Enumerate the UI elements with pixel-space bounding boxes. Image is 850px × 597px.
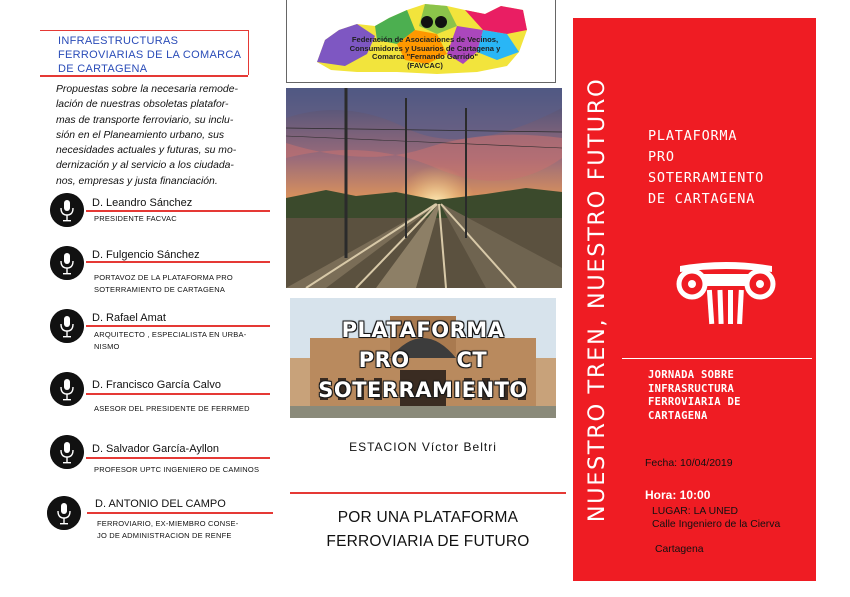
- speaker-divider: [86, 210, 270, 212]
- speaker-name: D. Fulgencio Sánchez: [92, 249, 200, 261]
- station-caption: ESTACION Víctor Beltri: [349, 440, 497, 454]
- speaker-divider: [86, 325, 270, 327]
- vertical-slogan: [572, 18, 622, 581]
- speaker-role-line: SOTERRAMIENTO DE CARTAGENA: [94, 285, 226, 295]
- slogan-line: POR UNA PLATAFORMA: [337, 509, 519, 526]
- intro-line: lación de nuestras obsoletas platafor-: [56, 99, 229, 111]
- speaker-divider: [86, 393, 270, 395]
- vertical-slogan-text: NUESTRO TREN, NUESTRO FUTURO: [584, 77, 610, 522]
- microphone-icon: [50, 372, 84, 406]
- speaker-role: [94, 403, 284, 415]
- logo-line: Comarca "Fernando Garrido": [372, 52, 478, 62]
- event-time: Hora: 10:00: [645, 488, 711, 502]
- speaker-role-line: JO DE ADMINISTRACION DE RENFE: [97, 531, 232, 541]
- speaker-role-line: NISMO: [94, 342, 120, 352]
- slogan-line: FERROVIARIA DE FUTURO: [326, 533, 530, 550]
- jornada-line: JORNADA SOBRE: [648, 369, 735, 381]
- intro-line: dernización y al servicio a los ciudada-: [56, 160, 234, 172]
- speaker-name: D. Salvador García-Ayllon: [92, 443, 219, 455]
- jornada-divider: [622, 358, 812, 359]
- speaker-name: D. Rafael Amat: [92, 312, 166, 324]
- logo-line: (FAVCAC): [407, 60, 443, 70]
- favcac-logo: [286, 0, 556, 83]
- event-date: Fecha: 10/04/2019: [645, 457, 733, 469]
- speaker-role: [94, 272, 284, 296]
- speaker-role: [94, 213, 284, 225]
- microphone-icon: [50, 309, 84, 343]
- speaker-name: D. Leandro Sánchez: [92, 197, 193, 209]
- event-location-line: LUGAR: LA UNED: [652, 506, 739, 517]
- event-location-line: Calle Ingeniero de la Cierva: [652, 519, 781, 530]
- logo-line: Federación de Asociaciones de Vecinos,: [351, 35, 499, 44]
- microphone-icon: [50, 193, 84, 227]
- speaker-role: [94, 329, 284, 353]
- poster-line: PRO CT: [358, 348, 488, 372]
- jornada-title: [648, 369, 808, 423]
- speaker-role-line: PROFESOR UPTC INGENIERO DE CAMINOS: [94, 465, 260, 474]
- intro-paragraph: [56, 82, 271, 189]
- poster-line: SOTERRAMIENTO: [318, 378, 528, 402]
- logo-line: Consumidores y Usuarios de Cartagena y: [349, 43, 501, 53]
- platform-title-line: PRO: [648, 149, 675, 165]
- speaker-role: [97, 518, 287, 542]
- speaker-role-line: ASESOR DEL PRESIDENTE DE FERRMED: [94, 404, 250, 413]
- speaker-role: [94, 464, 284, 476]
- intro-line: mas de transporte ferroviario, su inclu-: [56, 114, 234, 126]
- ionic-column-icon: [676, 256, 776, 333]
- platform-title: [648, 126, 816, 210]
- plataforma-poster: [290, 298, 556, 418]
- microphone-icon: [50, 246, 84, 280]
- speaker-name: D. Francisco García Calvo: [92, 379, 221, 391]
- microphone-icon: [47, 496, 81, 530]
- speaker-name: D. ANTONIO DEL CAMPO: [95, 498, 226, 510]
- railway-sunset-photo: [286, 88, 562, 288]
- brochure-title: [58, 34, 248, 76]
- speaker-divider: [86, 457, 270, 459]
- poster-line: PLATAFORMA: [341, 318, 505, 342]
- platform-title-line: PLATAFORMA: [648, 128, 738, 144]
- speaker-divider: [87, 512, 273, 514]
- speaker-role-line: PRESIDENTE FACVAC: [94, 214, 177, 223]
- logo-lettering: [311, 36, 539, 70]
- intro-line: nos, empresas y justa financiación.: [56, 175, 218, 187]
- jornada-line: INFRASRUCTURA: [648, 382, 735, 395]
- speaker-role-line: ARQUITECTO , ESPECIALISTA EN URBA-: [94, 330, 247, 339]
- slogan-divider: [290, 492, 566, 494]
- brochure-title-line: FERROVIARIAS DE LA COMARCA: [58, 49, 242, 61]
- event-location: [652, 505, 780, 531]
- speaker-divider: [86, 261, 270, 263]
- speaker-role-line: PORTAVOZ DE LA PLATAFORMA PRO: [94, 273, 233, 282]
- slogan: [290, 506, 566, 554]
- intro-line: Propuestas sobre la necesaria remode-: [56, 84, 238, 95]
- intro-line: sión en el Planeamiento urbano, sus: [56, 129, 225, 141]
- platform-title-line: SOTERRAMIENTO: [648, 170, 765, 186]
- brochure-title-line: INFRAESTRUCTURAS: [58, 35, 179, 47]
- speaker-role-line: FERROVIARIO, EX-MIEMBRO CONSE-: [97, 519, 239, 528]
- platform-title-line: DE CARTAGENA: [648, 191, 756, 207]
- brochure-title-line: DE CARTAGENA: [58, 63, 148, 75]
- jornada-line: CARTAGENA: [648, 409, 708, 422]
- intro-line: necesidades actuales y futuras, su mo-: [56, 145, 237, 157]
- jornada-line: FERROVIARIA DE: [648, 396, 741, 409]
- microphone-icon: [50, 435, 84, 469]
- event-city: Cartagena: [655, 544, 704, 555]
